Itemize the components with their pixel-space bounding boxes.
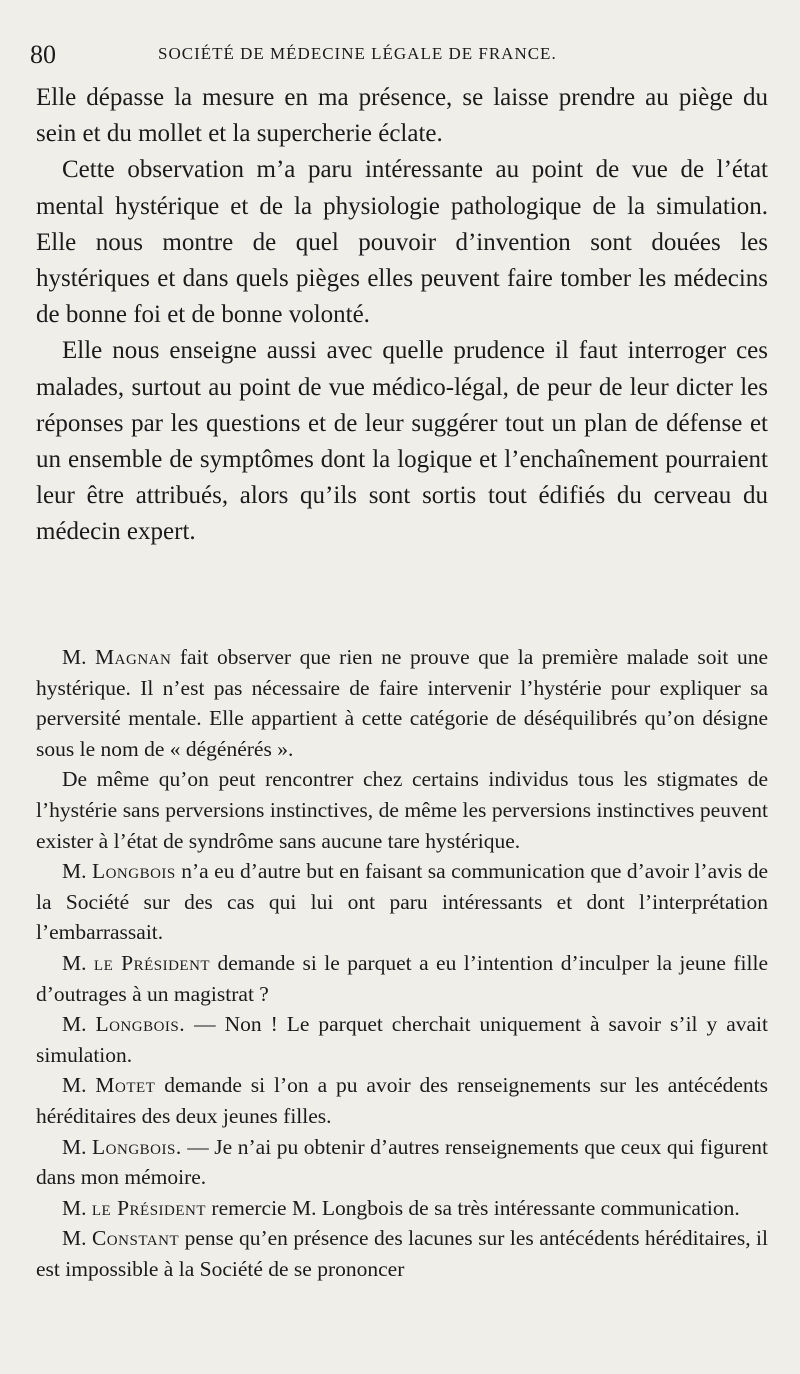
speech-text: — Non ! Le parquet cherchait uniquement à savoir s’il y avait simulation. — [36, 1012, 768, 1067]
speech-text: fait observer que rien ne prouve que la première malade soit une hystérique. Il n’est pas nécessaire de faire intervenir l’hystérie pour expliquer sa perversité mentale. Elle appartient à cette catégorie de déséquilibrés qu’on désigne sous le nom de « dégénérés ». — [36, 645, 768, 761]
speaker-prefix: M. — [62, 1012, 96, 1037]
discussion-block — [36, 642, 768, 1284]
discussion-paragraph — [36, 642, 768, 764]
page-header — [30, 40, 760, 70]
discussion-paragraph — [36, 948, 768, 1009]
discussion-paragraph — [36, 1070, 768, 1131]
speaker-prefix: M. — [62, 1195, 92, 1220]
speech-text: demande si l’on a pu avoir des renseignements sur les antécédents héréditaires des deux jeunes filles. — [36, 1073, 768, 1128]
discussion-paragraph — [36, 1223, 768, 1284]
speech-text: pense qu’en présence des lacunes sur les antécédents héréditaires, il est impossible à la Société de se prononcer — [36, 1226, 768, 1281]
speaker-name: Longbois — [91, 859, 176, 884]
speech-text: n’a eu d’autre but en faisant sa communication que d’avoir l’avis de la Société sur des cas qui lui ont paru intéressants et dont l’interprétation l’embarrassait. — [36, 859, 768, 945]
speaker-name: Longbois. — [92, 1134, 182, 1159]
speaker-name: Longbois. — [95, 1012, 186, 1037]
speaker-name: le Président — [93, 950, 211, 975]
speaker-prefix: M. — [62, 950, 94, 975]
running-title: SOCIÉTÉ DE MÉDECINE LÉGALE DE FRANCE. — [158, 44, 557, 63]
discussion-paragraph — [36, 1193, 768, 1224]
speaker-prefix: M. — [62, 859, 92, 884]
speech-text: remercie M. Longbois de sa très intéressante communication. — [206, 1195, 740, 1220]
speaker-prefix: M. — [62, 1226, 92, 1251]
speech-text: — Je n’ai pu obtenir d’autres renseignements que ceux qui figurent dans mon mémoire. — [36, 1134, 768, 1190]
speaker-prefix: M. — [62, 1134, 93, 1159]
discussion-paragraph — [36, 1132, 768, 1193]
paragraph: Elle nous enseigne aussi avec quelle prudence il faut interroger ces malades, surtout au point de vue médico-légal, de peur de leur dicter les réponses par les questions et de leur suggérer tout un plan de défense et un ensemble de symptômes dont la logique et l’enchaînement pourraient leur être attribués, alors qu’ils sont sortis tout édifiés du cerveau du médecin expert. — [36, 337, 768, 546]
main-text-block — [36, 80, 768, 551]
speaker-prefix: M. — [62, 1073, 96, 1098]
paragraph: Cette observation m’a paru intéressante au point de vue de l’état mental hystérique et de la physiologie pathologique de la simulation. Elle nous montre de quel pouvoir d’invention sont douées les hystériques et dans quels pièges elles peuvent faire tomber les médecins de bonne foi et de bonne volonté. — [36, 156, 768, 329]
speaker-name: le Président — [91, 1195, 207, 1220]
speech-text: demande si le parquet a eu l’intention d’inculper la jeune fille d’outrages à un magistrat ? — [36, 950, 768, 1006]
speaker-name: Constant — [91, 1226, 180, 1251]
discussion-paragraph — [36, 856, 768, 948]
paragraph: Elle dépasse la mesure en ma présence, se laisse prendre au piège du sein et du mollet et la supercherie éclate. — [36, 84, 768, 148]
discussion-paragraph — [36, 1009, 768, 1070]
discussion-paragraph: De même qu’on peut rencontrer chez certains individus tous les stigmates de l’hystérie sans perversions instinctives, de même les perversions instinctives peuvent exister à l’état de syndrôme sans aucune tare hystérique. — [36, 767, 768, 853]
page-number: 80 — [30, 40, 56, 69]
speaker-name: Motet — [95, 1073, 156, 1098]
speaker-name: Magnan — [95, 645, 172, 669]
speaker-prefix: M. — [62, 645, 96, 669]
